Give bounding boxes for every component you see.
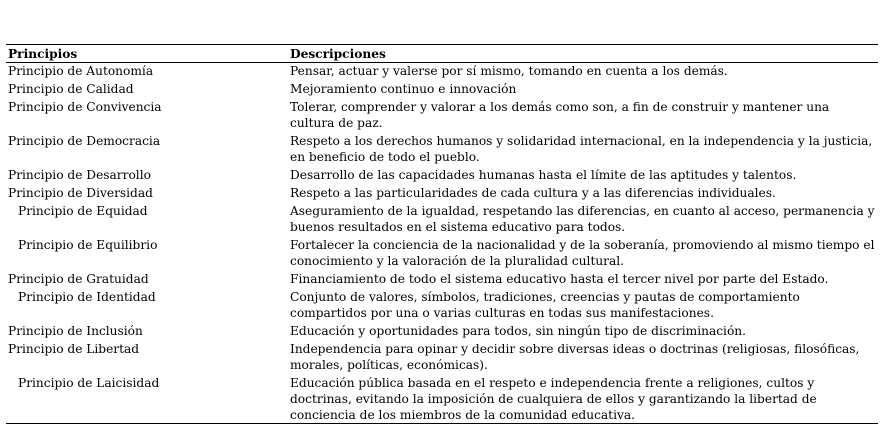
- principles-table: [6, 44, 878, 424]
- principle-description: Desarrollo de las capacidades humanas hasta el límite de las aptitudes y talentos.: [290, 168, 797, 182]
- principle-description: Educación y oportunidades para todos, sin ningún tipo de discriminación.: [290, 324, 747, 338]
- principles-table-container: [6, 44, 878, 424]
- header-principios: Principios: [8, 47, 78, 61]
- table-row: [6, 99, 878, 133]
- principle-description: Respeto a los derechos humanos y solidaridad internacional, en la independencia y la justicia, en beneficio de todo el pueblo.: [290, 134, 873, 164]
- principle-name: Principio de Gratuidad: [8, 272, 149, 286]
- principle-name: Principio de Democracia: [8, 134, 161, 148]
- table-row: [6, 203, 878, 237]
- table-row: [6, 133, 878, 167]
- principle-name: Principio de Identidad: [18, 290, 156, 304]
- principle-name: Principio de Diversidad: [8, 186, 153, 200]
- principle-description: Independencia para opinar y decidir sobre diversas ideas o doctrinas (religiosas, filosóficas, morales, políticas, económicas).: [290, 342, 860, 372]
- principle-name: Principio de Inclusión: [8, 324, 143, 338]
- principle-description: Tolerar, comprender y valorar a los demás como son, a fin de construir y mantener una cultura de paz.: [290, 100, 830, 130]
- table-header: [6, 45, 878, 63]
- principle-name: Principio de Desarrollo: [8, 168, 151, 182]
- table-row: [6, 185, 878, 203]
- table-body: [6, 63, 878, 424]
- header-descripciones: Descripciones: [290, 47, 386, 61]
- table-row: [6, 271, 878, 289]
- principle-description: Fortalecer la conciencia de la nacionalidad y de la soberanía, promoviendo al mismo tiempo el conocimiento y la valoración de la pluralidad cultural.: [290, 238, 875, 268]
- principle-name: Principio de Convivencia: [8, 100, 162, 114]
- principle-description: Conjunto de valores, símbolos, tradiciones, creencias y pautas de comportamiento compartidos por una o varias culturas en todas sus manifestaciones.: [290, 290, 800, 320]
- table-row: [6, 63, 878, 82]
- principle-description: Pensar, actuar y valerse por sí mismo, tomando en cuenta a los demás.: [290, 64, 728, 78]
- table-row: [6, 81, 878, 99]
- principle-description: Aseguramiento de la igualdad, respetando las diferencias, en cuanto al acceso, permanencia y buenos resultados en el sistema educativo para todos.: [290, 204, 875, 234]
- table-row: [6, 237, 878, 271]
- header-row: [6, 45, 878, 63]
- principle-name: Principio de Calidad: [8, 82, 134, 96]
- table-row: [6, 375, 878, 424]
- principle-description: Educación pública basada en el respeto e independencia frente a religiones, cultos y doctrinas, evitando la imposición de cualquiera de ellos y garantizando la libertad de conciencia de los miembros de la comunidad educativa.: [290, 376, 817, 422]
- principle-name: Principio de Equidad: [18, 204, 148, 218]
- principle-description: Mejoramiento continuo e innovación: [290, 82, 517, 96]
- principle-name: Principio de Laicisidad: [18, 376, 160, 390]
- principle-description: Respeto a las particularidades de cada cultura y a las diferencias individuales.: [290, 186, 776, 200]
- table-row: [6, 341, 878, 375]
- principle-name: Principio de Libertad: [8, 342, 140, 356]
- table-row: [6, 289, 878, 323]
- principle-description: Financiamiento de todo el sistema educativo hasta el tercer nivel por parte del Estado.: [290, 272, 829, 286]
- principle-name: Principio de Equilibrio: [18, 238, 158, 252]
- table-row: [6, 323, 878, 341]
- principle-name: Principio de Autonomía: [8, 64, 154, 78]
- table-row: [6, 167, 878, 185]
